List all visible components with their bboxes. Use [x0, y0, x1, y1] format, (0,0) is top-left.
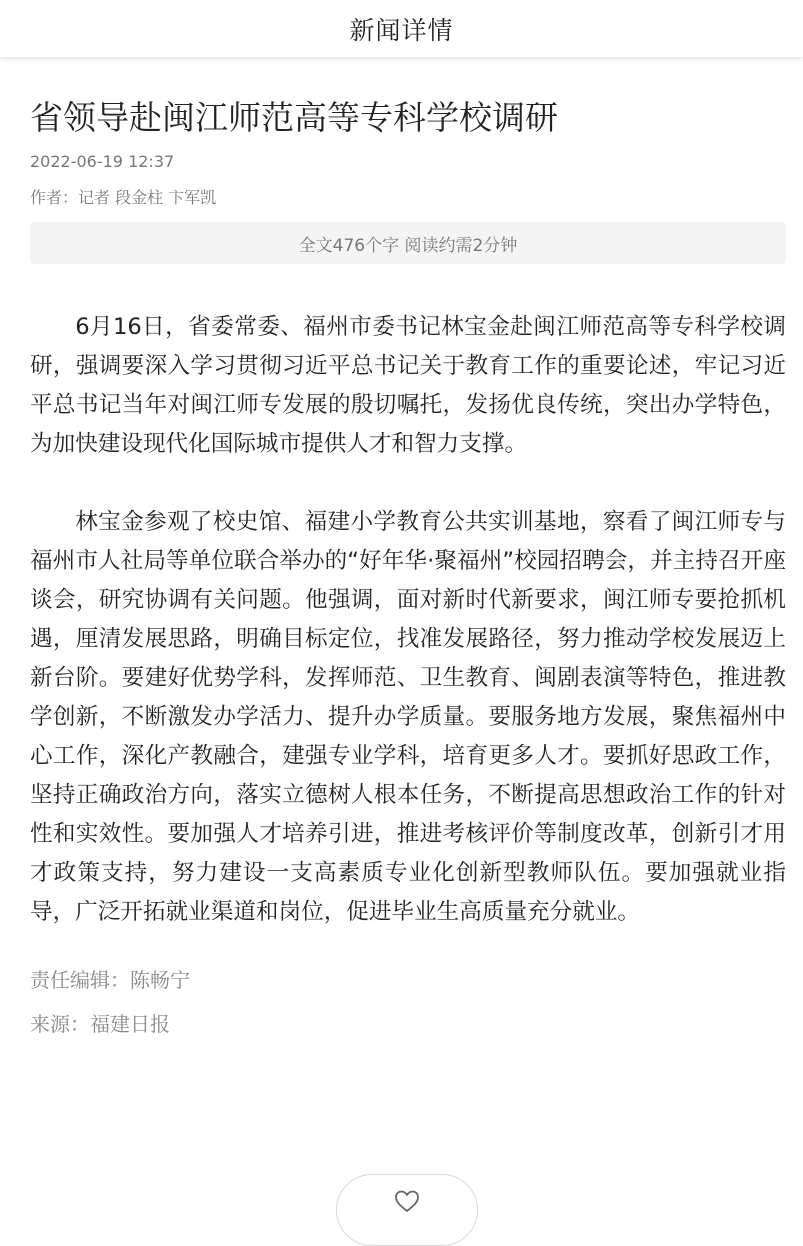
article-source: 来源：福建日报 [30, 1012, 170, 1036]
top-navigation-bar [0, 0, 803, 58]
article-editor: 责任编辑：陈畅宁 [30, 968, 190, 992]
reading-info-text: 全文476个字 阅读约需2分钟 [298, 235, 518, 256]
like-button[interactable] [336, 1174, 478, 1246]
article-date: 2022-06-19 12:37 [30, 152, 175, 171]
article-author: 作者：记者 段金柱 卞军凯 [30, 188, 217, 207]
heart-icon [394, 1189, 420, 1213]
article-headline: 省领导赴闽江师范高等专科学校调研 [30, 98, 558, 137]
page-title: 新闻详情 [349, 15, 454, 45]
reading-info-bar [30, 222, 786, 264]
article-container [30, 58, 786, 1046]
article-footer-info [30, 958, 786, 1046]
article-paragraph: 林宝金参观了校史馆、福建小学教育公共实训基地，察看了闽江师专与福州市人社局等单位联合举办的“好年华·聚福州”校园招聘会，并主持召开座谈会，研究协调有关问题。他强调，面对新时代新要求，闽江师专要抢抓机遇，厘清发展思路，明确目标定位，找准发展路径，努力推动学校发展迈上新台阶。要建好优势学科，发挥师范、卫生教育、闽剧表演等特色，推进教学创新，不断激发办学活力、提升办学质量。要服务地方发展，聚焦福州中心工作，深化产教融合，建强专业学科，培育更多人才。要抓好思政工作，坚持正确政治方向，落实立德树人根本任务，不断提高思想政治工作的针对性和实效性。要加强人才培养引进，推进考核评价等制度改革，创新引才用才政策支持，努力建设一支高素质专业化创新型教师队伍。要加强就业指导，广泛开拓就业渠道和岗位，促进毕业生高质量充分就业。 [30, 509, 786, 925]
article-body [30, 308, 786, 932]
article-paragraph: 6月16日，省委常委、福州市委书记林宝金赴闽江师范高等专科学校调研，强调要深入学习贯彻习近平总书记关于教育工作的重要论述，牢记习近平总书记当年对闽江师专发展的殷切嘱托，发扬优良传统，突出办学特色，为加快建设现代化国际城市提供人才和智力支撑。 [30, 314, 786, 457]
